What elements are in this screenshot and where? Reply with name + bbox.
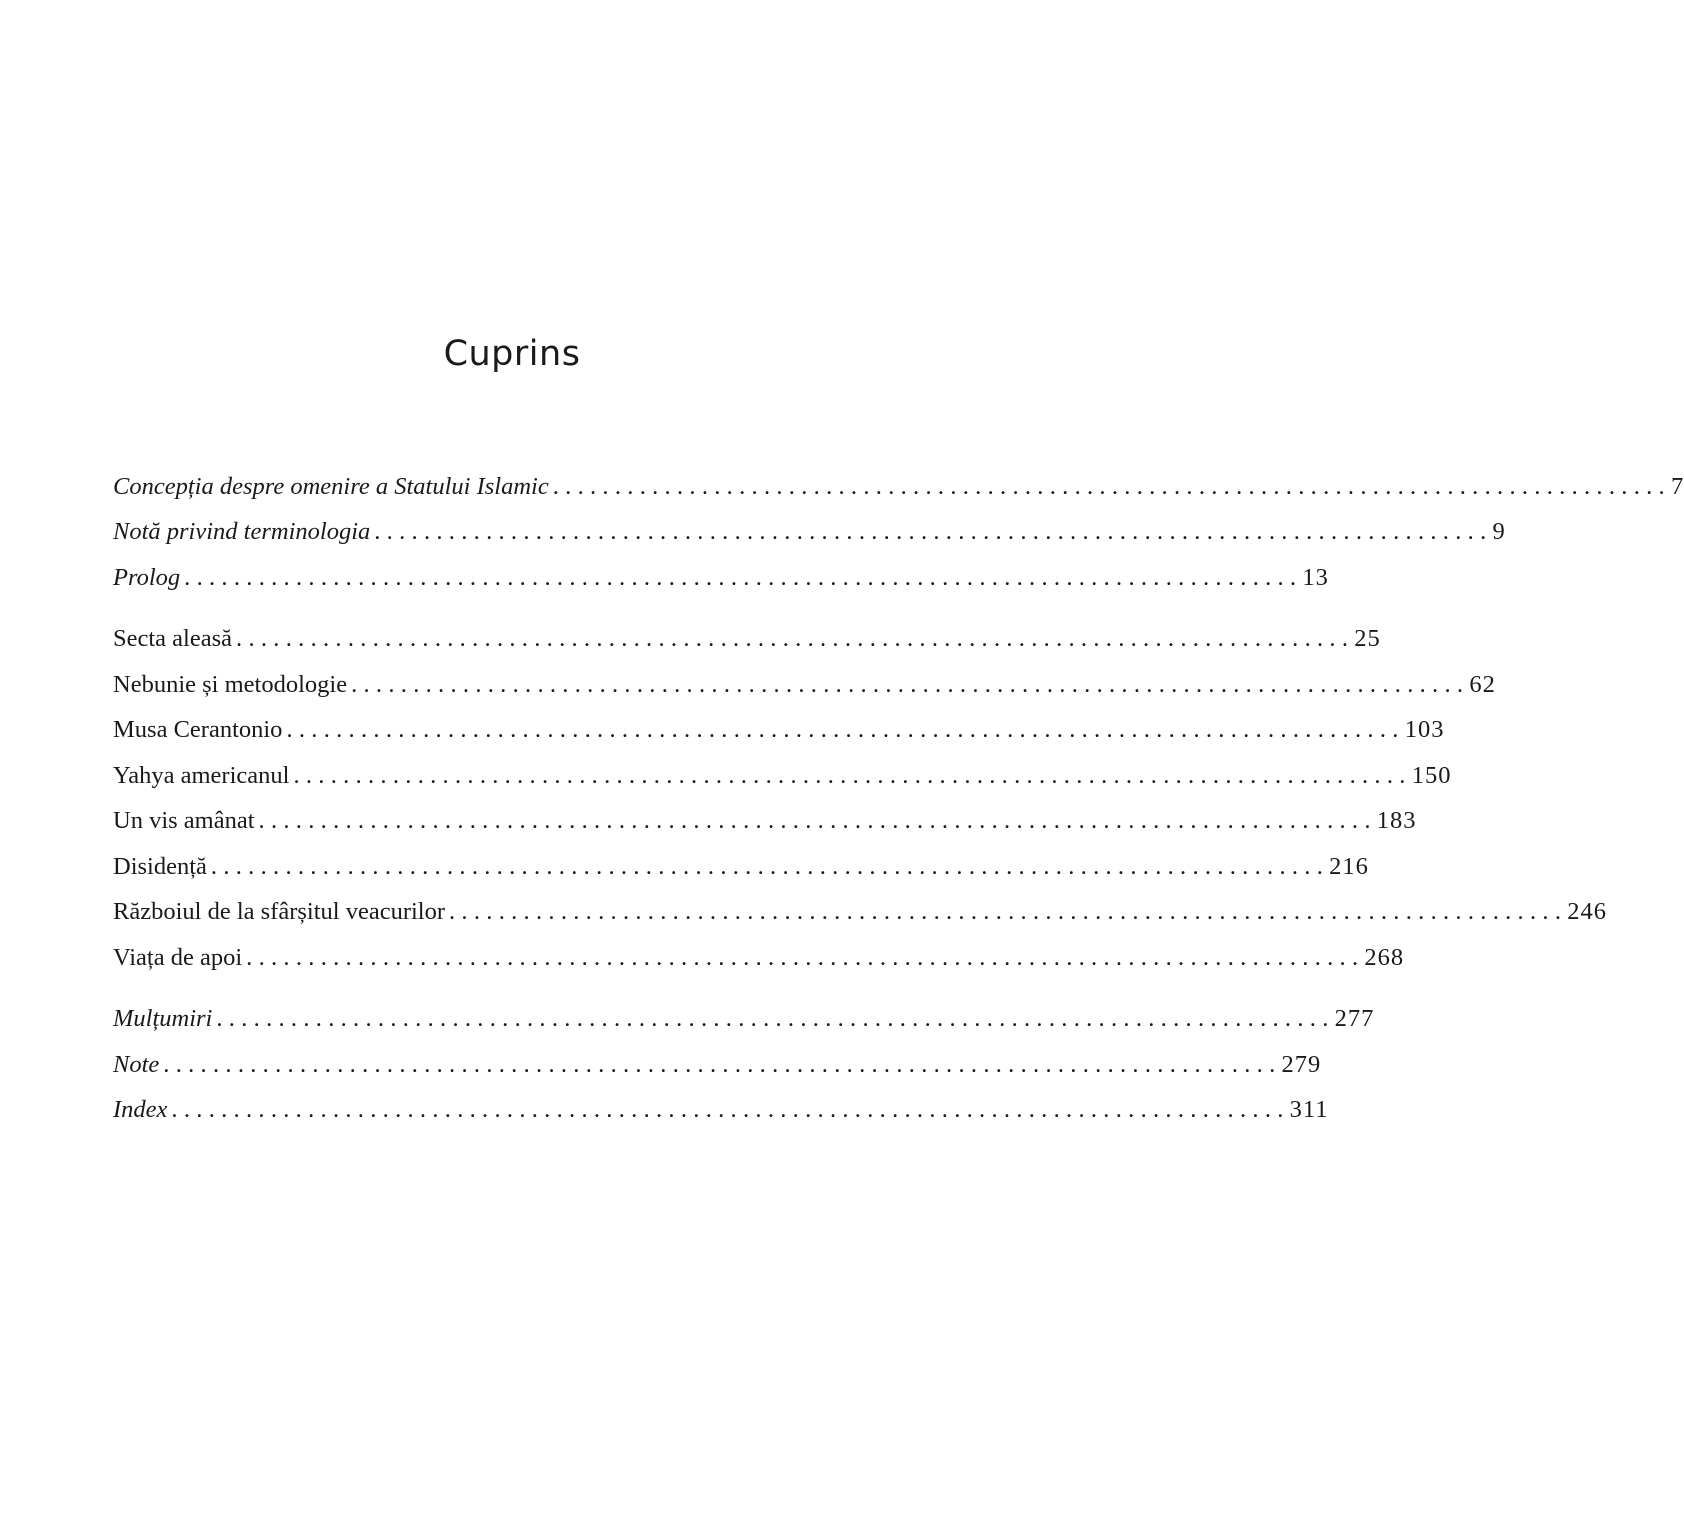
toc-entry-chapter-7[interactable]: [113, 896, 1607, 928]
toc-entry-prolog[interactable]: [113, 562, 1329, 594]
dot-leader: ..........................................................................................: [374, 518, 1493, 545]
toc-entry-chapter-1[interactable]: [113, 623, 1381, 655]
dot-leader: ..........................................................................................: [258, 807, 1377, 834]
dot-leader: ..........................................................................................: [171, 1096, 1290, 1123]
toc-page-number: 150: [1411, 762, 1452, 789]
dot-leader: ..........................................................................................: [216, 1005, 1335, 1032]
dot-leader: ..........................................................................................: [236, 625, 1355, 652]
toc-page-number: 216: [1329, 853, 1369, 880]
toc-entry-title: Prolog: [113, 564, 181, 591]
toc-entry-title: Yahya americanul: [113, 762, 290, 789]
toc-entry-chapter-8[interactable]: [113, 942, 1405, 974]
toc-page-number: 268: [1364, 944, 1405, 971]
toc-page-number: 7: [1670, 473, 1684, 500]
toc-entry-title: Viața de apoi: [113, 944, 243, 971]
dot-leader: ..........................................................................................: [351, 671, 1470, 698]
toc-entry-note[interactable]: [113, 1049, 1322, 1081]
toc-entry-title: Index: [113, 1096, 168, 1123]
toc-entry-chapter-2[interactable]: [113, 669, 1496, 701]
dot-leader: ..........................................................................................: [210, 853, 1330, 880]
toc-page-number: 277: [1334, 1005, 1375, 1032]
toc-entry-nota[interactable]: [113, 516, 1506, 548]
toc-page-number: 62: [1469, 671, 1496, 698]
toc-entry-title: Disidență: [113, 853, 207, 880]
dot-leader: ..........................................................................................: [286, 716, 1405, 743]
toc-page-number: 246: [1567, 898, 1607, 925]
dot-leader: ..........................................................................................: [246, 944, 1365, 971]
toc-entry-title: Nebunie și metodologie: [113, 671, 348, 698]
toc-entry-title: Musa Cerantonio: [113, 716, 283, 743]
dot-leader: ..........................................................................................: [163, 1051, 1282, 1078]
dot-leader: ..........................................................................................: [552, 473, 1671, 500]
dot-leader: ..........................................................................................: [449, 898, 1568, 925]
toc-page-number: 183: [1376, 807, 1417, 834]
toc-entry-multumiri[interactable]: [113, 1003, 1375, 1035]
toc-page-number: 9: [1492, 518, 1506, 545]
toc-entry-chapter-5[interactable]: [113, 805, 1417, 837]
toc-entry-conceptia[interactable]: [113, 471, 1684, 503]
toc-entry-chapter-3[interactable]: [113, 714, 1445, 746]
toc-entry-title: Secta aleasă: [113, 625, 233, 652]
toc-entry-title: Note: [113, 1051, 160, 1078]
dot-leader: ..........................................................................................: [184, 564, 1303, 591]
toc-page-number: 13: [1302, 564, 1329, 591]
toc-entry-chapter-4[interactable]: [113, 760, 1452, 792]
page-title: Cuprins: [443, 334, 581, 374]
toc-page-number: 25: [1354, 625, 1381, 652]
dot-leader: ..........................................................................................: [293, 762, 1412, 789]
toc-entry-title: Războiul de la sfârșitul veacurilor: [113, 898, 445, 925]
toc-entry-chapter-6[interactable]: [113, 851, 1369, 883]
toc-page-number: 279: [1281, 1051, 1322, 1078]
toc-page-number: 103: [1404, 716, 1445, 743]
toc-entry-title: Concepția despre omenire a Statului Islamic: [113, 473, 549, 500]
toc-entry-title: Mulțumiri: [113, 1005, 213, 1032]
toc-entry-index[interactable]: [113, 1094, 1329, 1126]
toc-entry-title: Un vis amânat: [113, 807, 255, 834]
toc-entry-title: Notă privind terminologia: [113, 518, 371, 545]
toc-page-number: 311: [1289, 1096, 1329, 1123]
